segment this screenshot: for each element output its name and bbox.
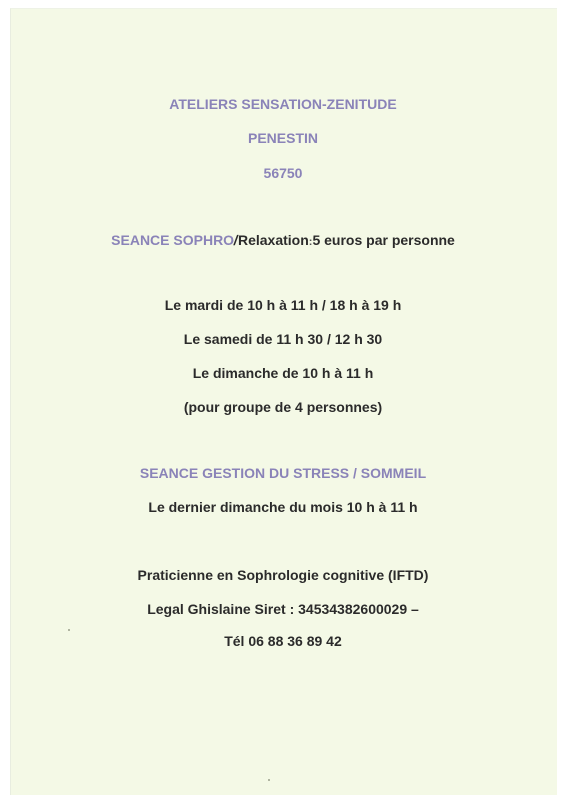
paper-speck (268, 779, 270, 781)
legal-siret: Legal Ghislaine Siret : 34534382600029 – (147, 601, 419, 617)
handwritten-slash: / (232, 232, 240, 248)
postcode: 56750 (263, 165, 303, 181)
org-name: ATELIERS SENSATION-ZENITUDE (169, 96, 397, 112)
phone-number: Tél 06 88 36 89 42 (224, 633, 342, 649)
seance-sophro-line (0, 231, 566, 251)
practitioner-title: Praticienne en Sophrologie cognitive (IFTD) (137, 567, 429, 583)
colon-mark: : (308, 236, 313, 248)
seance-sophro-label: SEANCE SOPHRO (111, 232, 235, 248)
schedule-sunday: Le dimanche de 10 h à 11 h (192, 365, 374, 381)
schedule-tuesday: Le mardi de 10 h à 11 h / 18 h à 19 h (164, 297, 402, 313)
seance-stress-schedule: Le dernier dimanche du mois 10 h à 11 h (148, 499, 418, 515)
town-name: PENESTIN (247, 130, 318, 146)
group-note: (pour groupe de 4 personnes) (183, 399, 383, 415)
paper-speck (68, 629, 70, 631)
relaxation-label: Relaxation (237, 232, 309, 248)
price-text: 5 euros par personne (312, 232, 455, 248)
seance-stress-label: SEANCE GESTION DU STRESS / SOMMEIL (139, 465, 427, 481)
schedule-saturday: Le samedi de 11 h 30 / 12 h 30 (183, 331, 383, 347)
